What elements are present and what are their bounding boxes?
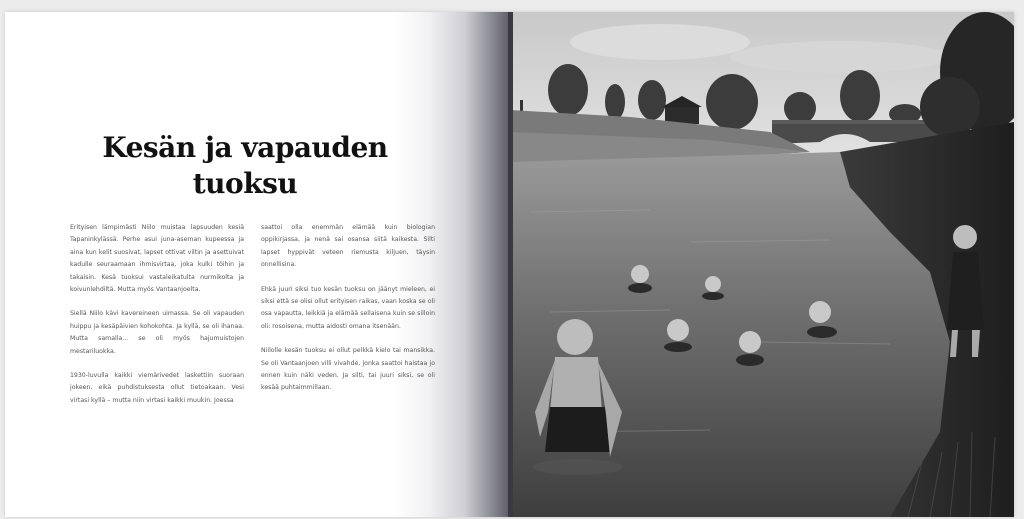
book-gutter: [508, 12, 513, 517]
left-page: [5, 12, 510, 517]
text-column-1: [70, 222, 244, 419]
paragraph: Erityisen lämpimästi Niilo muistaa lapsuuden kesiä Tapaninkylässä. Perhe asui juna-aseman kupeessa ja aina kun kelit suosivat, lapset ottivat viltin ja asettuivat kadulle seuraamaan ihmisvirtaa, joka kulki töihin ja takaisin. Kesä tuoksui vastaleikatulta nurmikolta ja koivunlehdiltä. Mutta myös Vantaanjoelta.: [70, 224, 244, 294]
paragraph: Niilolle kesän tuoksu ei ollut pelkkä kielo tai mansikka. Se oli Vantaanjoen villi vivahde, jonka saattoi haistaa jo ennen kuin näki veden. Ja silti, tai juuri siksi, se oli kesää puhtaimmillaan.: [261, 347, 435, 392]
book-spread: [5, 12, 1014, 517]
paragraph: Ehkä juuri siksi tuo kesän tuoksu on jäänyt mieleen, ei siksi että se olisi ollut erityisen raikas, vaan koska se oli osa vapautta, leikkiä ja elämää sellaisena kuin se silloin oli: rosoisena, mutta aidosti omana itsenään.: [261, 285, 435, 330]
right-page: [510, 12, 1014, 517]
text-column-2: [261, 222, 435, 407]
page-title: Kesän ja vapauden tuoksu: [102, 131, 388, 200]
paragraph: 1930-luvulla kaikki viemärivedet laskettiin suoraan jokeen, eikä puhdistuksesta ollut tietoakaan. Vesi virtasi kyllä – mutta niin virtasi kaikki muukin. Joessa: [70, 372, 244, 404]
paragraph: Siellä Niilo kävi kavereineen uimassa. Se oli vapauden huippu ja kesäpäivien kohokohta. Ja kyllä, se oli ihanaa. Mutta samalla... se oli myös hajumuistojen mestariluokka.: [70, 310, 244, 355]
river-swimming-photo: [510, 12, 1014, 517]
paragraph: saattoi olla enemmän elämää kuin biologian oppikirjassa, ja nenä sai osansa siitä kaikesta. Silti lapset hyppivät veteen riemusta kiljuen, täysin onnellisina.: [261, 224, 435, 269]
